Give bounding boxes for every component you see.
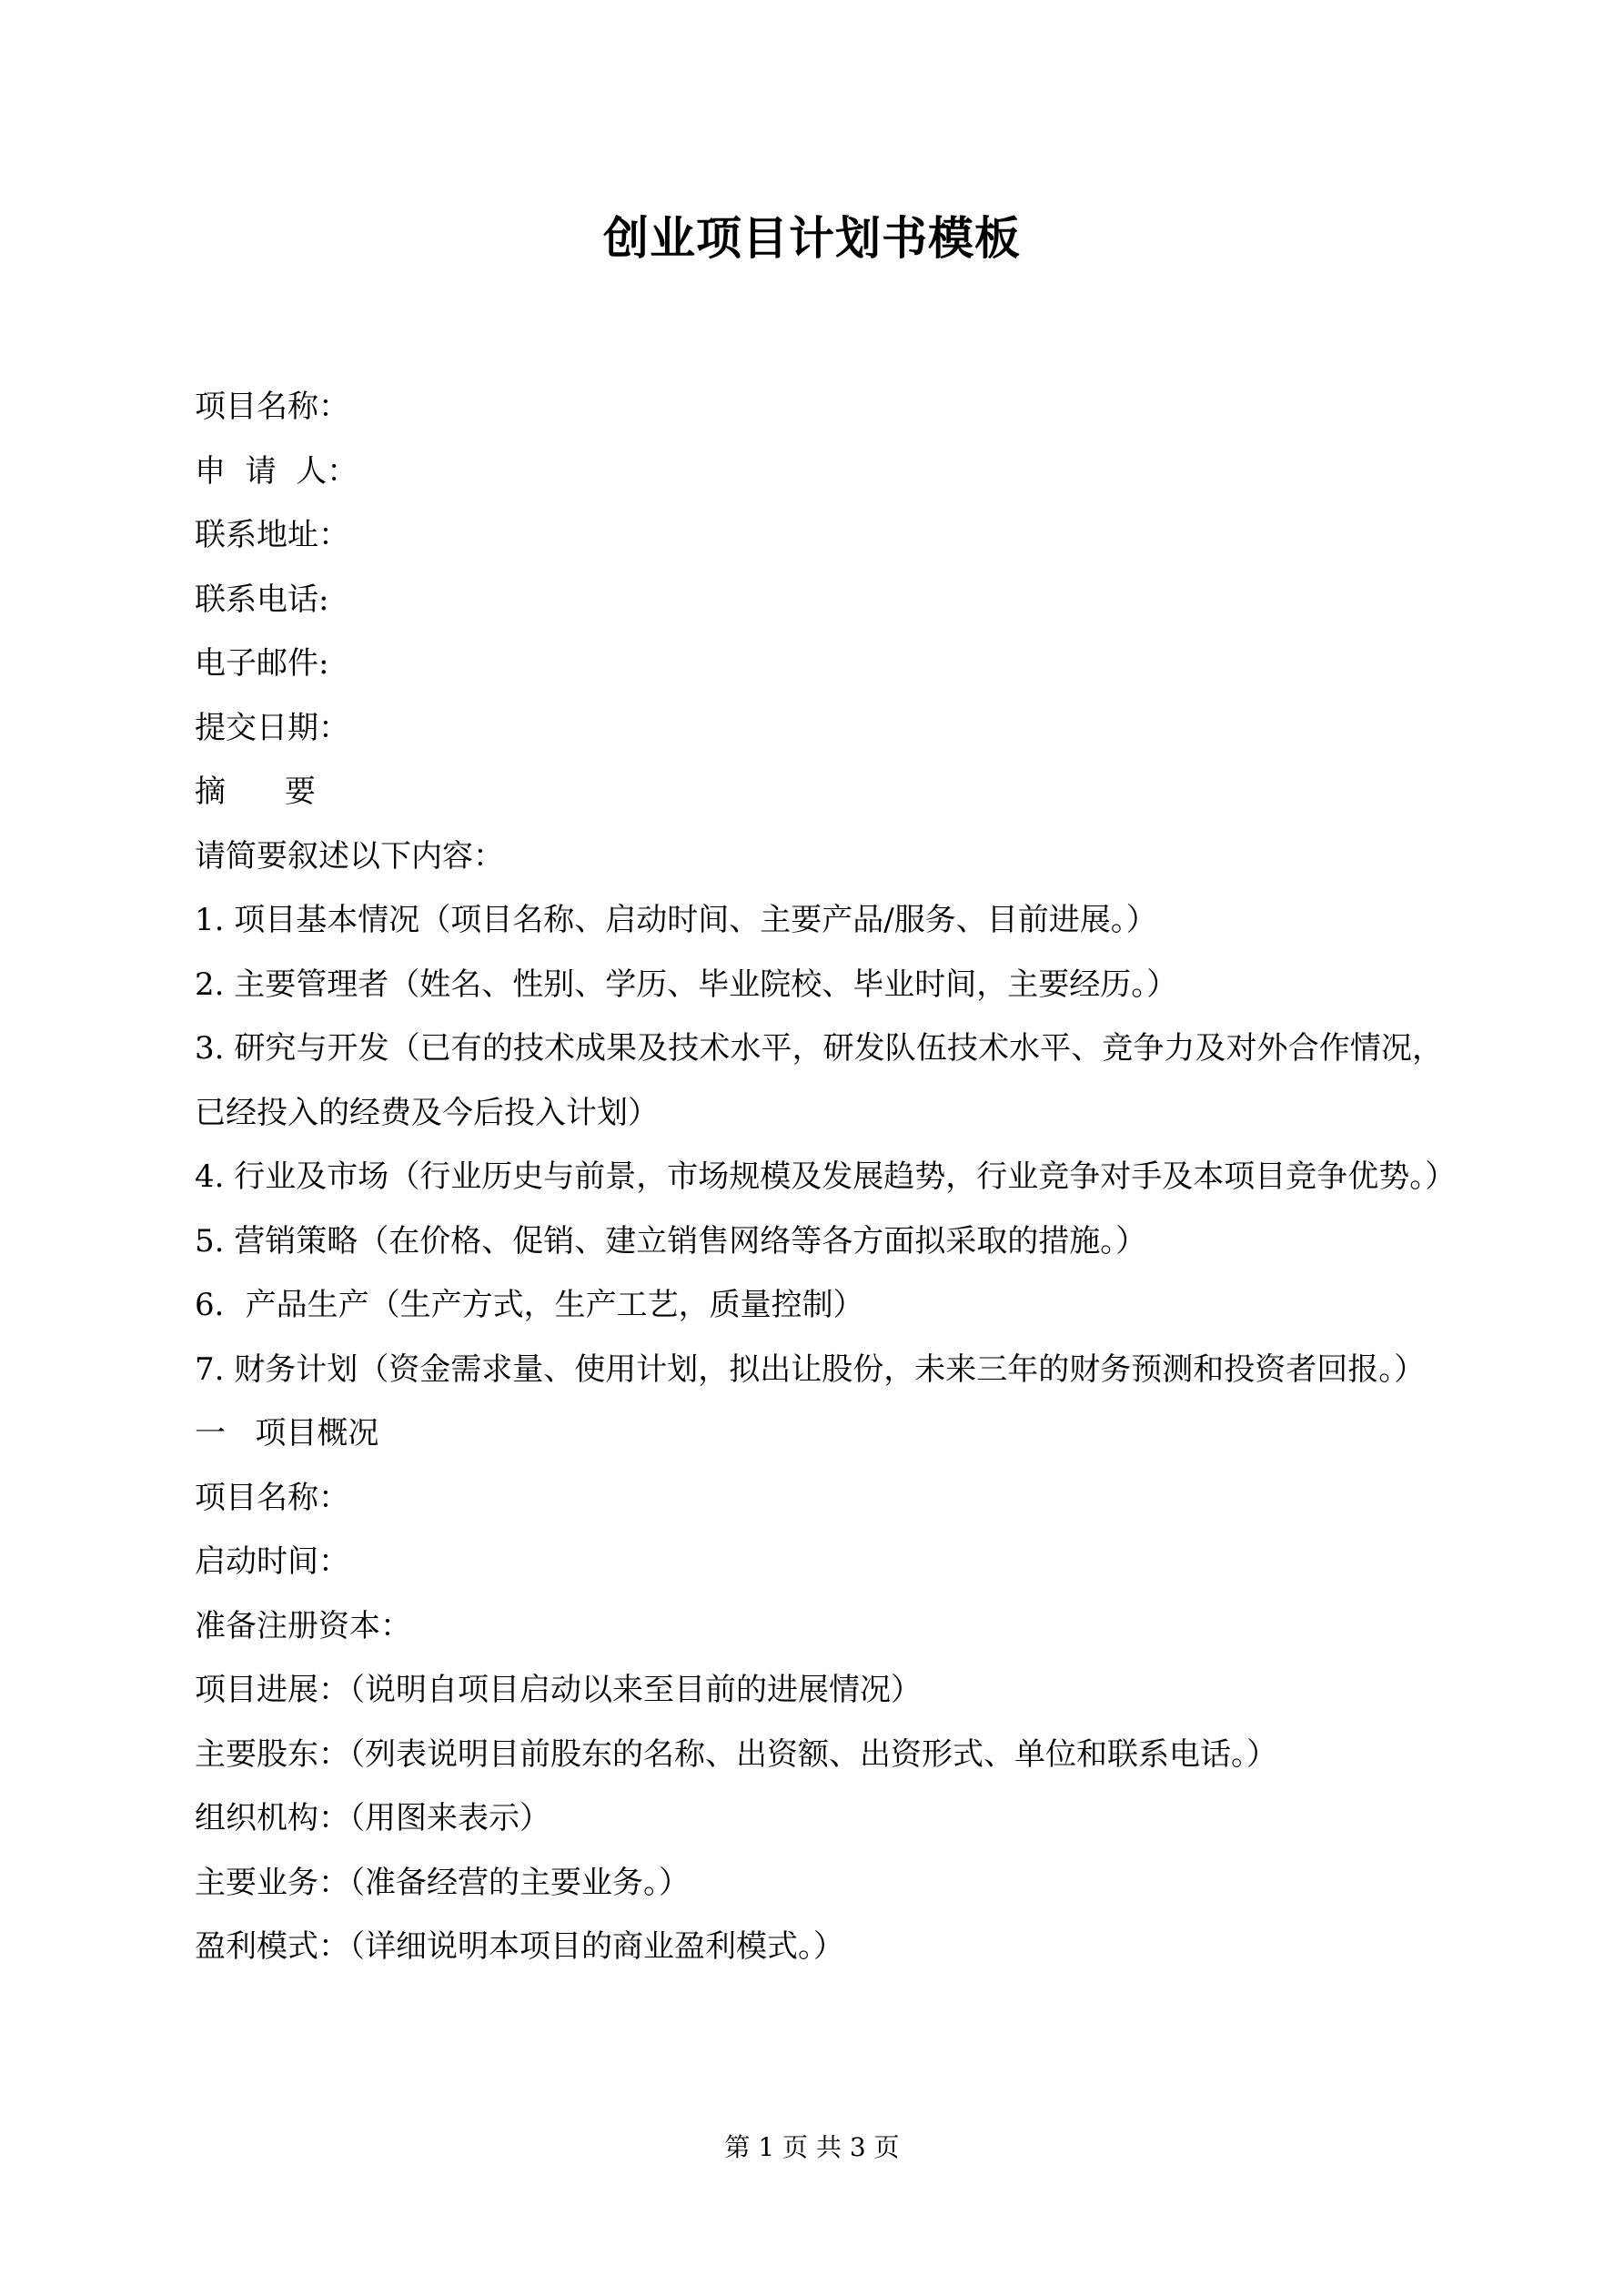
page-number-footer: 第 1 页 共 3 页 bbox=[724, 2132, 900, 2162]
abstract-item-7: 7. 财务计划（资金需求量、使用计划，拟出让股份，未来三年的财务预测和投资者回报。） bbox=[195, 1350, 1426, 1388]
field-project-name: 项目名称： bbox=[195, 389, 349, 425]
abstract-item-2: 2. 主要管理者（姓名、性别、学历、毕业院校、毕业时间，主要经历。） bbox=[195, 966, 1178, 1003]
field-email: 电子邮件: bbox=[195, 645, 329, 682]
abstract-item-1: 1. 项目基本情况（项目名称、启动时间、主要产品/服务、目前进展。） bbox=[195, 902, 1157, 938]
field-applicant: 申 请 人： bbox=[195, 452, 358, 490]
abstract-heading: 摘 要 bbox=[195, 774, 316, 810]
document-title: 创业项目计划书模板 bbox=[603, 212, 1021, 265]
section-1-organization: 组织机构：（用图来表示） bbox=[195, 1800, 550, 1836]
section-1-heading: 一 项目概况 bbox=[195, 1415, 379, 1451]
field-submit-date: 提交日期： bbox=[195, 709, 349, 746]
abstract-item-5: 5. 营销策略（在价格、促销、建立销售网络等各方面拟采取的措施。） bbox=[195, 1222, 1147, 1259]
section-1-start-time: 启动时间： bbox=[195, 1543, 349, 1580]
section-1-project-name: 项目名称： bbox=[195, 1479, 349, 1516]
section-1-main-business: 主要业务：（准备经营的主要业务。） bbox=[195, 1864, 690, 1901]
abstract-intro: 请简要叙述以下内容： bbox=[195, 837, 504, 875]
section-1-registered-capital: 准备注册资本： bbox=[195, 1607, 411, 1644]
abstract-item-4: 4. 行业及市场（行业历史与前景，市场规模及发展趋势，行业竞争对手及本项目竞争优势。） bbox=[195, 1158, 1457, 1195]
section-1-shareholders: 主要股东：（列表说明目前股东的名称、出资额、出资形式、单位和联系电话。） bbox=[195, 1735, 1277, 1773]
field-address: 联系地址： bbox=[195, 517, 349, 553]
document-body bbox=[195, 375, 1457, 1979]
abstract-item-6: 6．产品生产（生产方式，生产工艺，质量控制） bbox=[195, 1287, 864, 1323]
abstract-item-3: 3. 研究与开发（已有的技术成果及技术水平，研发队伍技术水平、竞争力及对外合作情况，已经投入的经费及今后投入计划） bbox=[195, 1030, 1443, 1131]
field-phone: 联系电话: bbox=[195, 581, 329, 618]
section-1-progress: 项目进展：（说明自项目启动以来至目前的进展情况） bbox=[195, 1672, 922, 1708]
section-1-profit-model: 盈利模式：（详细说明本项目的商业盈利模式。） bbox=[195, 1928, 844, 1965]
